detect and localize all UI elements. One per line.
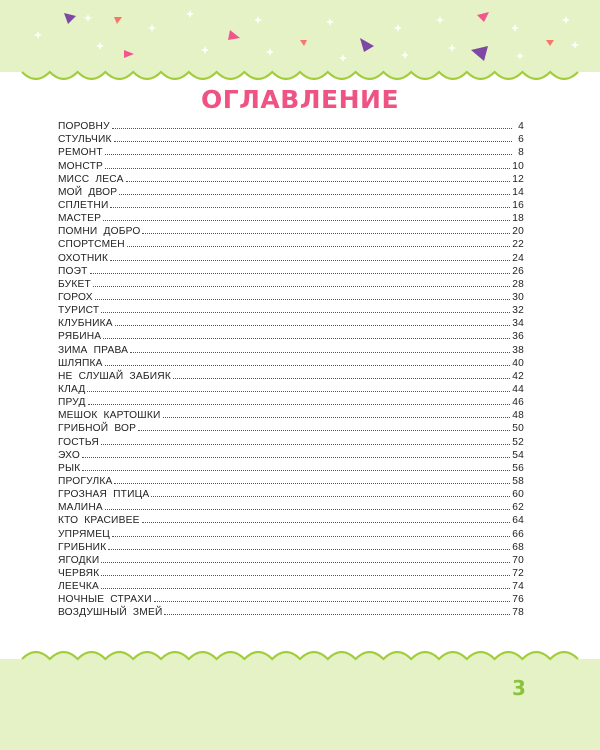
dot-leader	[105, 509, 510, 510]
toc-entry-page: 64	[512, 515, 524, 527]
dot-leader	[87, 391, 510, 392]
toc-entry-page: 8	[518, 147, 524, 159]
toc-entry-title: УПРЯМЕЦ	[58, 528, 110, 540]
toc-entry-title: ГРИБНИК	[58, 541, 107, 553]
dot-leader	[88, 404, 511, 405]
toc-entry-title: КТО КРАСИВЕЕ	[58, 515, 140, 527]
toc-entry	[58, 185, 524, 198]
toc-entry-page: 26	[512, 265, 524, 277]
toc-entry-title: ПОМНИ ДОБРО	[58, 226, 141, 238]
toc-entry-title: МАЛИНА	[58, 502, 103, 514]
dot-leader	[173, 378, 510, 379]
toc-entry-page: 52	[512, 436, 524, 448]
toc-entry-page: 70	[512, 554, 524, 566]
dot-leader	[105, 154, 512, 155]
toc-entry-page: 44	[512, 383, 524, 395]
toc-entry	[58, 421, 524, 434]
page-title: ОГЛАВЛЕНИЕ	[200, 85, 400, 114]
toc-entry	[58, 198, 524, 211]
toc-entry	[58, 119, 524, 132]
toc-entry-title: РЕМОНТ	[58, 147, 103, 159]
toc-entry-page: 6	[518, 134, 524, 146]
toc-entry-page: 76	[512, 594, 524, 606]
dot-leader	[130, 352, 510, 353]
bottom-scallop-edge	[0, 652, 600, 750]
toc-entry-page: 46	[512, 397, 524, 409]
toc-entry-page: 78	[512, 607, 524, 619]
toc-entry	[58, 382, 524, 395]
dot-leader	[93, 286, 510, 287]
toc-entry-page: 4	[518, 121, 524, 133]
toc-entry	[58, 342, 524, 355]
toc-entry-title: ШЛЯПКА	[58, 357, 103, 369]
dot-leader	[138, 430, 510, 431]
dot-leader	[126, 181, 511, 182]
toc-entry-title: КЛУБНИКА	[58, 318, 113, 330]
dot-leader	[115, 325, 510, 326]
toc-entry-title: МАСТЕР	[58, 213, 102, 225]
toc-entry-title: МОЙ ДВОР	[58, 186, 118, 198]
dot-leader	[151, 496, 510, 497]
toc-entry	[58, 566, 524, 579]
dot-leader	[127, 246, 510, 247]
dot-leader	[95, 299, 511, 300]
dot-leader	[90, 273, 511, 274]
dot-leader	[142, 522, 511, 523]
dot-leader	[101, 588, 510, 589]
toc-entry	[58, 395, 524, 408]
toc-entry-title: ЯГОДКИ	[58, 554, 100, 566]
toc-entry-page: 40	[512, 357, 524, 369]
toc-entry-page: 48	[512, 410, 524, 422]
toc-entry-title: ПОЭТ	[58, 265, 88, 277]
dot-leader	[101, 312, 510, 313]
toc-entry-title: ОХОТНИК	[58, 252, 109, 264]
toc-entry-title: ПРОГУЛКА	[58, 475, 113, 487]
dot-leader	[154, 601, 511, 602]
toc-entry	[58, 500, 524, 513]
toc-entry-page: 14	[512, 186, 524, 198]
toc-entry-page: 60	[512, 489, 524, 501]
toc-entry	[58, 224, 524, 237]
top-scallop-edge	[0, 0, 600, 79]
toc-entry-title: СПОРТСМЕН	[58, 239, 125, 251]
toc-entry	[58, 487, 524, 500]
toc-entry	[58, 540, 524, 553]
dot-leader	[112, 128, 512, 129]
toc-entry-title: ГОСТЬЯ	[58, 436, 99, 448]
toc-entry-page: 62	[512, 502, 524, 514]
toc-entry-page: 34	[512, 318, 524, 330]
dot-leader	[101, 444, 510, 445]
toc-entry	[58, 448, 524, 461]
toc-entry	[58, 605, 524, 618]
toc-entry-title: НЕ СЛУШАЙ ЗАБИЯК	[58, 370, 171, 382]
dot-leader	[108, 549, 510, 550]
toc-entry-page: 42	[512, 370, 524, 382]
toc-entry-page: 72	[512, 567, 524, 579]
toc-entry-title: РЫК	[58, 462, 81, 474]
toc-entry	[58, 303, 524, 316]
toc-entry	[58, 264, 524, 277]
toc-entry-page: 12	[512, 173, 524, 185]
toc-entry	[58, 513, 524, 526]
toc-entry-title: МОНСТР	[58, 160, 104, 172]
toc-entry-page: 10	[512, 160, 524, 172]
toc-entry-page: 28	[512, 278, 524, 290]
dot-leader	[82, 457, 510, 458]
toc-entry-title: ГРОЗНАЯ ПТИЦА	[58, 489, 150, 501]
dot-leader	[105, 365, 511, 366]
dot-leader	[164, 614, 510, 615]
toc-entry-page: 54	[512, 449, 524, 461]
toc-entry-title: МЕШОК КАРТОШКИ	[58, 410, 161, 422]
toc-entry-page: 30	[512, 291, 524, 303]
toc-entry-title: ВОЗДУШНЫЙ ЗМЕЙ	[58, 607, 163, 619]
dot-leader	[114, 141, 512, 142]
dot-leader	[114, 483, 510, 484]
dot-leader	[119, 194, 510, 195]
toc-entry	[58, 434, 524, 447]
toc-entry	[58, 579, 524, 592]
toc-entry-page: 58	[512, 475, 524, 487]
toc-entry-page: 68	[512, 541, 524, 553]
toc-entry-page: 66	[512, 528, 524, 540]
toc-entry-title: БУКЕТ	[58, 278, 91, 290]
dot-leader	[110, 260, 510, 261]
toc-entry-page: 50	[512, 423, 524, 435]
toc-entry	[58, 408, 524, 421]
dot-leader	[101, 562, 510, 563]
toc-entry-title: СПЛЕТНИ	[58, 199, 109, 211]
toc-entry-page: 20	[512, 226, 524, 238]
toc-entry-title: ПОРОВНУ	[58, 121, 110, 133]
toc-entry	[58, 553, 524, 566]
toc-entry-title: ЭХО	[58, 449, 80, 461]
toc-entry	[58, 277, 524, 290]
toc-entry	[58, 461, 524, 474]
toc-entry	[58, 316, 524, 329]
toc-entry-page: 38	[512, 344, 524, 356]
toc-entry-page: 32	[512, 305, 524, 317]
toc-entry-title: РЯБИНА	[58, 331, 102, 343]
toc-entry-title: КЛАД	[58, 383, 86, 395]
toc-entry	[58, 237, 524, 250]
toc-entry	[58, 329, 524, 342]
page-number: 3	[512, 676, 526, 700]
toc-entry	[58, 592, 524, 605]
toc-entry-page: 74	[512, 581, 524, 593]
dot-leader	[142, 233, 510, 234]
toc-entry	[58, 172, 524, 185]
toc-entry	[58, 356, 524, 369]
dot-leader	[103, 338, 510, 339]
toc-entry	[58, 526, 524, 539]
dot-leader	[103, 220, 510, 221]
toc-entry-title: ТУРИСТ	[58, 305, 100, 317]
toc-entry	[58, 474, 524, 487]
toc-entry-title: ЗИМА ПРАВА	[58, 344, 129, 356]
dot-leader	[101, 575, 510, 576]
top-scallop-line	[22, 72, 578, 79]
toc-entry	[58, 211, 524, 224]
toc-entry	[58, 250, 524, 263]
toc-entry-title: ЧЕРВЯК	[58, 567, 100, 579]
table-of-contents	[58, 119, 524, 618]
toc-entry-title: СТУЛЬЧИК	[58, 134, 112, 146]
toc-entry	[58, 369, 524, 382]
toc-entry-title: ГОРОХ	[58, 291, 93, 303]
toc-entry-page: 22	[512, 239, 524, 251]
dot-leader	[163, 417, 511, 418]
toc-entry	[58, 290, 524, 303]
toc-entry	[58, 132, 524, 145]
toc-entry-title: ГРИБНОЙ ВОР	[58, 423, 137, 435]
toc-entry-page: 36	[512, 331, 524, 343]
dot-leader	[110, 207, 510, 208]
bottom-decorative-band	[0, 645, 600, 750]
toc-entry-title: ПРУД	[58, 397, 86, 409]
bottom-band-fill	[0, 652, 600, 750]
bottom-scallop-line	[22, 652, 578, 659]
dot-leader	[112, 536, 510, 537]
toc-entry	[58, 158, 524, 171]
dot-leader	[82, 470, 510, 471]
toc-entry-page: 56	[512, 462, 524, 474]
toc-entry-title: ЛЕЕЧКА	[58, 581, 99, 593]
top-band-fill	[0, 0, 600, 79]
toc-entry	[58, 145, 524, 158]
toc-entry-page: 24	[512, 252, 524, 264]
toc-entry-page: 16	[512, 199, 524, 211]
toc-entry-title: МИСС ЛЕСА	[58, 173, 124, 185]
toc-entry-title: НОЧНЫЕ СТРАХИ	[58, 594, 152, 606]
toc-entry-page: 18	[512, 213, 524, 225]
dot-leader	[105, 168, 510, 169]
